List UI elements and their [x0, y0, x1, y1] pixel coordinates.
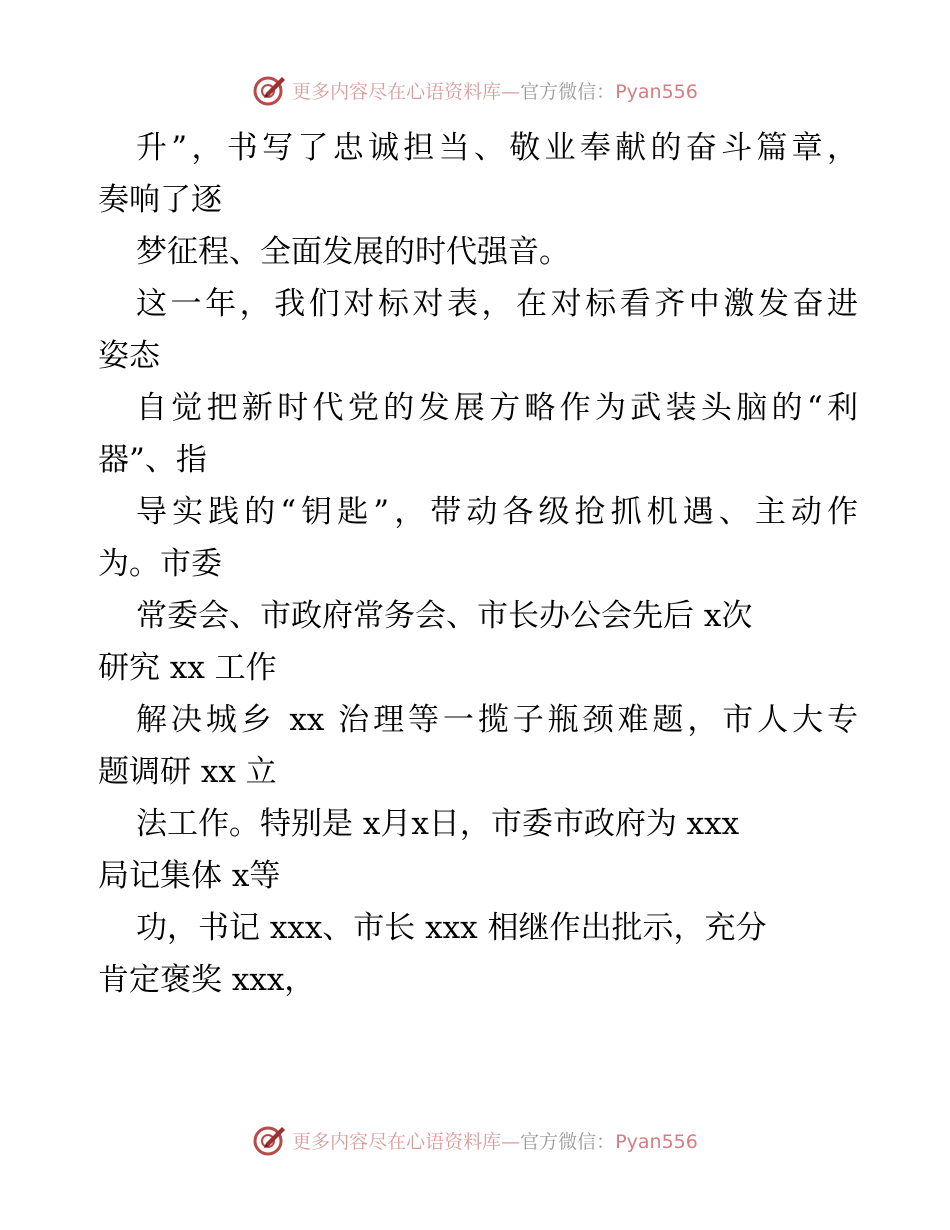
watermark-text [292, 1127, 698, 1154]
paragraph-line: 自觉把新时代党的发展方略作为武装头脑的“利 [136, 390, 858, 426]
paragraph-line: 为。市委 [98, 546, 222, 582]
pen-logo-icon [252, 73, 286, 107]
paragraph-line: 姿态 [98, 338, 160, 374]
paragraph-line: 局记集体 x等 [98, 858, 281, 894]
watermark-library-name: 更多内容尽在心语资料库— [292, 1130, 521, 1153]
watermark-wechat-account: Pyan556 [615, 1130, 698, 1153]
paragraph-line: 常委会、市政府常务会、市长办公会先后 x次 [136, 598, 753, 634]
document-body [98, 122, 858, 1006]
paragraph-line: 法工作。特别是 x月x日，市委市政府为 xxx [136, 806, 740, 842]
paragraph-line: 器”、指 [98, 442, 207, 478]
watermark-wechat-label: 官方微信： [520, 80, 616, 103]
watermark-wechat-account: Pyan556 [615, 80, 698, 103]
paragraph-line: 这一年，我们对标对表，在对标看齐中激发奋进 [136, 286, 858, 322]
paragraph-line: 梦征程、全面发展的时代强音。 [136, 234, 570, 270]
footer-watermark-banner [0, 1120, 950, 1160]
paragraph-line: 奏响了逐 [98, 182, 222, 218]
header-watermark-banner [0, 70, 950, 110]
watermark-text [292, 77, 698, 104]
pen-logo-icon [252, 1123, 286, 1157]
paragraph-line: 导实践的“钥匙”，带动各级抢抓机遇、主动作 [136, 494, 858, 530]
paragraph-line: 研究 xx 工作 [98, 650, 277, 686]
paragraph-line: 升”，书写了忠诚担当、敬业奉献的奋斗篇章， [136, 130, 858, 166]
watermark-library-name: 更多内容尽在心语资料库— [292, 80, 521, 103]
paragraph-line: 功，书记 xxx、市长 xxx 相继作出批示，充分 [136, 910, 767, 946]
paragraph-line: 题调研 xx 立 [98, 754, 277, 790]
paragraph-line: 解决城乡 xx 治理等一揽子瓶颈难题，市人大专 [136, 702, 858, 738]
paragraph-line: 肯定褒奖 xxx， [98, 962, 316, 998]
watermark-wechat-label: 官方微信： [520, 1130, 616, 1153]
